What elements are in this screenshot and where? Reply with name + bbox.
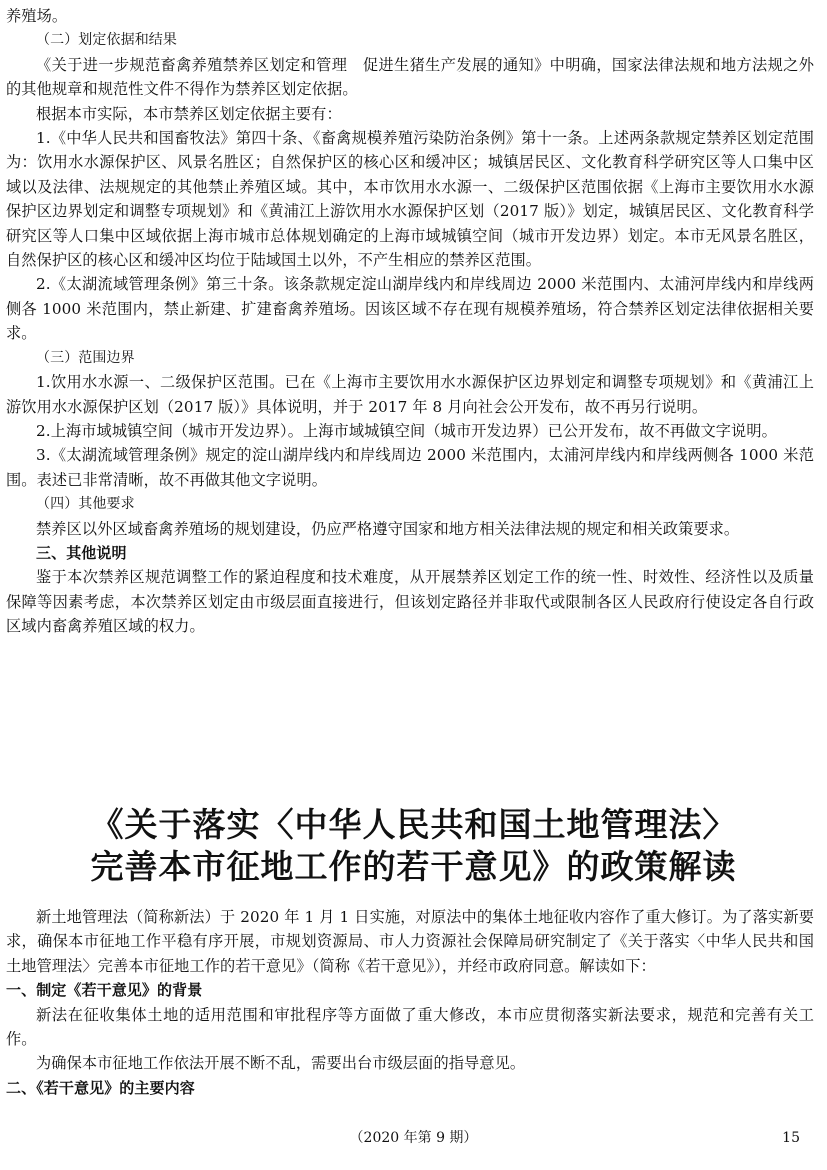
paragraph: 为确保本市征地工作依法开展不断不乱，需要出台市级层面的指导意见。: [36, 1054, 526, 1073]
paragraph: 3.《太湖流域管理条例》规定的淀山湖岸线内和岸线周边 2000 米范围内，太浦河岸线内和岸线两侧各 1000 米范围。表述已非常清晰，故不再做其他文字说明。: [6, 446, 814, 489]
article-title-line-1: 《关于落实〈中华人民共和国土地管理法〉: [90, 805, 737, 844]
paragraph: 禁养区以外区域畜禽养殖场的规划建设，仍应严格遵守国家和地方相关法律法规的规定和相关政策要求。: [36, 519, 740, 538]
upper-article-body: [6, 4, 814, 639]
article-title-line-2: 完善本市征地工作的若干意见》的政策解读: [90, 847, 737, 886]
section-heading: 二、《若干意见》的主要内容: [6, 1078, 195, 1097]
section-heading: 一、制定《若干意见》的背景: [6, 981, 203, 1000]
paragraph: 根据本市实际，本市禁养区划定依据主要有：: [36, 104, 342, 123]
issue-label: （2020 年第 9 期）: [349, 1130, 478, 1146]
paragraph: 2.《太湖流域管理条例》第三十条。该条款规定淀山湖岸线内和岸线周边 2000 米范围内、太浦河岸线内和岸线两侧各 1000 米范围内，禁止新建、扩建畜禽养殖场。因该区域不存在现有规模养殖场，符合禁养区划定法律依据相关要求。: [6, 275, 814, 343]
paragraph: 1.饮用水水源一、二级保护区范围。已在《上海市主要饮用水水源保护区边界划定和调整专项规划》和《黄浦江上游饮用水水源保护区划（2017 版）》具体说明，并于 2017 年 8 月向社会公开发布，故不再另行说明。: [6, 373, 814, 416]
paragraph: 1.《中华人民共和国畜牧法》第四十条、《畜禽规模养殖污染防治条例》第十一条。上述两条款规定禁养区划定范围为：饮用水水源保护区、风景名胜区；自然保护区的核心区和缓冲区；城镇居民区、文化教育科学研究区等人口集中区域以及法律、法规规定的其他禁止养殖区域。其中，本市饮用水水源一、二级保护区范围依据《上海市主要饮用水水源保护区边界划定和调整专项规划》和《黄浦江上游饮用水水源保护区划（2017 版）》划定，城镇居民区、文化教育科学研究区等人口集中区域依据上海市城市总体规划确定的上海市域城镇空间（城市开发边界）划定。本市无风景名胜区，自然保护区的核心区和缓冲区均位于陆域国土以外，不产生相应的禁养区范围。: [6, 129, 814, 270]
section-heading: （三）范围边界: [36, 349, 135, 366]
section-heading: （二）划定依据和结果: [36, 32, 177, 49]
paragraph: 《关于进一步规范畜禽养殖禁养区划定和管理 促进生猪生产发展的通知》中明确，国家法律法规和地方法规之外的其他规章和规范性文件不得作为禁养区划定依据。: [6, 55, 814, 99]
paragraph: 新法在征收集体土地的适用范围和审批程序等方面做了重大修改，本市应贯彻落实新法要求，规范和完善有关工作。: [6, 1005, 814, 1049]
page-number: 15: [782, 1130, 800, 1146]
paragraph: 2.上海市域城镇空间（城市开发边界）。上海市域城镇空间（城市开发边界）已公开发布，故不再做文字说明。: [36, 421, 777, 440]
paragraph: 鉴于本次禁养区规范调整工作的紧迫程度和技术难度，从开展禁养区划定工作的统一性、时效性、经济性以及质量保障等因素考虑，本次禁养区划定由市级层面直接进行，但该划定路径并非取代或限制各区人民政府行使设定各自行政区域内畜禽养殖区域的权力。: [6, 568, 814, 636]
section-heading: 三、其他说明: [36, 543, 127, 562]
paragraph: 新土地管理法（简称新法）于 2020 年 1 月 1 日实施，对原法中的集体土地征收内容作了重大修订。为了落实新要求，确保本市征地工作平稳有序开展，市规划资源局、市人力资源社会保障局研究制定了《关于落实〈中华人民共和国土地管理法〉完善本市征地工作的若干意见》（简称《若干意见》），并经市政府同意。解读如下：: [6, 908, 814, 975]
lower-article-body: [6, 905, 814, 1100]
paragraph: 养殖场。: [6, 7, 68, 25]
section-heading: （四）其他要求: [36, 496, 135, 513]
